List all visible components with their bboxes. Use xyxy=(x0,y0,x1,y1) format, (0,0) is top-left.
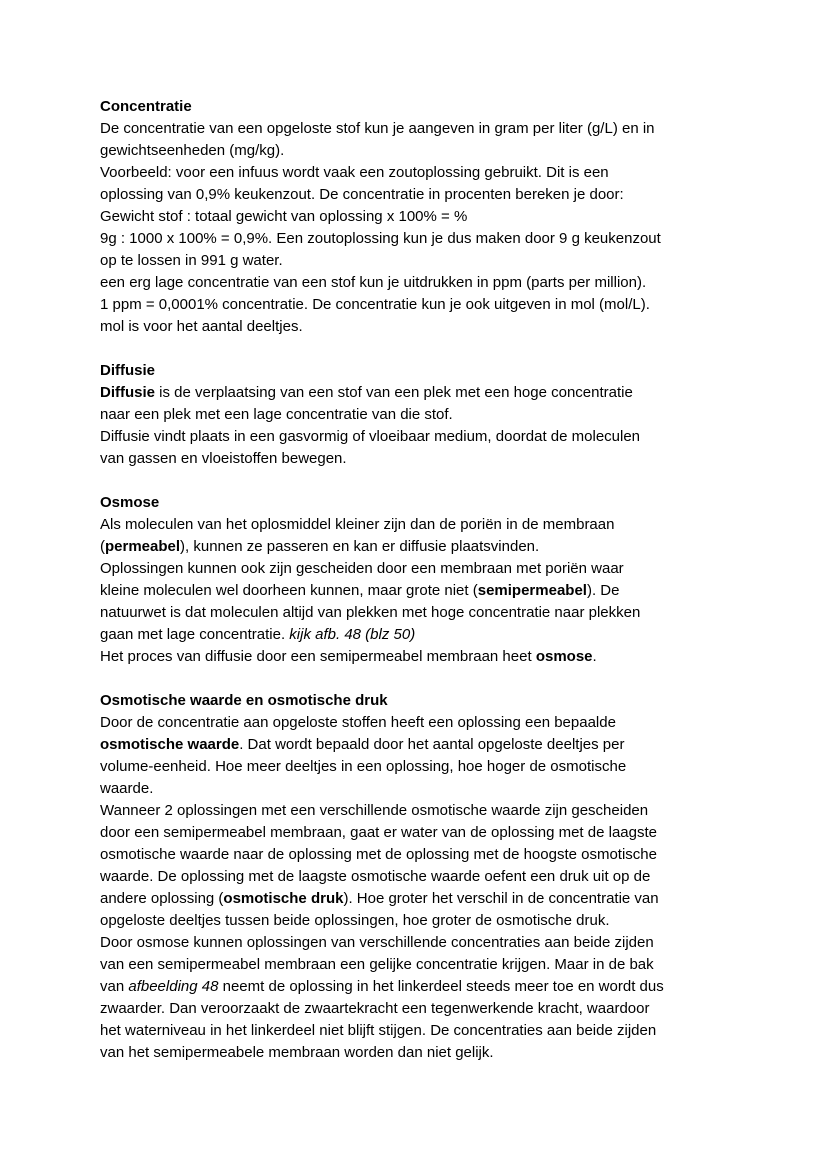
text-run: zwaarder. Dan veroorzaakt de zwaartekracht een tegenwerkende kracht, waardoor xyxy=(100,1000,650,1017)
text-run: andere oplossing ( xyxy=(100,890,224,907)
text-line xyxy=(100,382,740,404)
text-line xyxy=(100,536,740,558)
text-run: volume-eenheid. Hoe meer deeltjes in een oplossing, hoe hoger de osmotische xyxy=(100,758,627,775)
text-line xyxy=(100,888,740,910)
text-run: ( xyxy=(100,538,105,555)
text-run: is de verplaatsing van een stof van een plek met een hoge concentratie xyxy=(155,384,633,401)
text-run: Als moleculen van het oplosmiddel kleiner zijn dan de poriën in de membraan xyxy=(100,516,615,533)
text-line xyxy=(100,800,740,822)
section-heading: Concentratie xyxy=(100,98,192,115)
text-run: gewichtseenheden (mg/kg). xyxy=(100,142,285,159)
text-run: ). Hoe groter het verschil in de concentratie van xyxy=(343,890,659,907)
text-line xyxy=(100,184,740,206)
text-line xyxy=(100,404,740,426)
text-line xyxy=(100,316,740,338)
text-run: . Dat wordt bepaald door het aantal opgeloste deeltjes per xyxy=(239,736,625,753)
text-line xyxy=(100,250,740,272)
bold-text-run: permeabel xyxy=(105,538,181,555)
text-run: waarde. xyxy=(100,780,154,797)
text-line xyxy=(100,448,740,470)
text-line xyxy=(100,558,740,580)
text-line xyxy=(100,272,740,294)
text-line xyxy=(100,1020,740,1042)
text-run: waarde. De oplossing met de laagste osmotische waarde oefent een druk uit op de xyxy=(100,868,651,885)
section-heading: Osmotische waarde en osmotische druk xyxy=(100,692,388,709)
text-run: 9g : 1000 x 100% = 0,9%. Een zoutoplossing kun je dus maken door 9 g keukenzout xyxy=(100,230,661,247)
bold-text-run: osmose xyxy=(535,648,593,665)
italic-text-run: kijk afb. 48 (blz 50) xyxy=(289,626,416,643)
text-run: Door osmose kunnen oplossingen van verschillende concentraties aan beide zijden xyxy=(100,934,654,951)
text-run: osmotische waarde naar de oplossing met de oplossing met de hoogste osmotische xyxy=(100,846,657,863)
text-run: naar een plek met een lage concentratie van die stof. xyxy=(100,406,453,423)
text-run: Voorbeeld: voor een infuus wordt vaak een zoutoplossing gebruikt. Dit is een xyxy=(100,164,609,181)
text-run: 1 ppm = 0,0001% concentratie. De concentratie kun je ook uitgeven in mol (mol/L). xyxy=(100,296,650,313)
text-run: door een semipermeabel membraan, gaat er water van de oplossing met de laagste xyxy=(100,824,657,841)
section-osmotische-waarde-en-osmotische-druk xyxy=(100,690,740,1064)
text-run: gaan met lage concentratie. xyxy=(100,626,290,643)
text-line xyxy=(100,778,740,800)
text-line xyxy=(100,1042,740,1064)
text-run: Wanneer 2 oplossingen met een verschillende osmotische waarde zijn gescheiden xyxy=(100,802,649,819)
text-run: op te lossen in 991 g water. xyxy=(100,252,283,269)
text-line xyxy=(100,118,740,140)
text-run: natuurwet is dat moleculen altijd van plekken met hoge concentratie naar plekken xyxy=(100,604,641,621)
text-run: van het semipermeabele membraan worden dan niet gelijk. xyxy=(100,1044,494,1061)
text-line xyxy=(100,602,740,624)
section-concentratie xyxy=(100,96,740,338)
text-run: Diffusie vindt plaats in een gasvormig of vloeibaar medium, doordat de moleculen xyxy=(100,428,641,445)
text-run: De concentratie van een opgeloste stof kun je aangeven in gram per liter (g/L) en in xyxy=(100,120,655,137)
bold-text-run: semipermeabel xyxy=(477,582,587,599)
text-run: Oplossingen kunnen ook zijn gescheiden door een membraan met poriën waar xyxy=(100,560,624,577)
text-line xyxy=(100,426,740,448)
text-line xyxy=(100,206,740,228)
text-run: van een semipermeabel membraan een gelijke concentratie krijgen. Maar in de bak xyxy=(100,956,654,973)
text-line xyxy=(100,976,740,998)
text-run: ), kunnen ze passeren en kan er diffusie plaatsvinden. xyxy=(180,538,540,555)
document-body xyxy=(100,96,740,1064)
text-line xyxy=(100,162,740,184)
text-run: het waterniveau in het linkerdeel niet blijft stijgen. De concentraties aan beide zijden xyxy=(100,1022,657,1039)
text-line xyxy=(100,140,740,162)
text-run: van gassen en vloeistoffen bewegen. xyxy=(100,450,347,467)
text-run: kleine moleculen wel doorheen kunnen, maar grote niet ( xyxy=(100,582,478,599)
text-line xyxy=(100,844,740,866)
text-line xyxy=(100,712,740,734)
text-line xyxy=(100,822,740,844)
text-run: Het proces van diffusie door een semipermeabel membraan heet xyxy=(100,648,536,665)
section-osmose xyxy=(100,492,740,668)
italic-text-run: afbeelding 48 xyxy=(128,978,219,995)
section-heading: Diffusie xyxy=(100,362,156,379)
text-run: Gewicht stof : totaal gewicht van oplossing x 100% = % xyxy=(100,208,468,225)
bold-text-run: osmotische waarde xyxy=(100,736,240,753)
text-line xyxy=(100,910,740,932)
text-line xyxy=(100,932,740,954)
text-run: opgeloste deeltjes tussen beide oplossingen, hoe groter de osmotische druk. xyxy=(100,912,610,929)
text-line xyxy=(100,954,740,976)
section-diffusie xyxy=(100,360,740,470)
text-run: neemt de oplossing in het linkerdeel steeds meer toe en wordt dus xyxy=(218,978,664,995)
text-line xyxy=(100,294,740,316)
text-run: oplossing van 0,9% keukenzout. De concentratie in procenten bereken je door: xyxy=(100,186,624,203)
text-run: ). De xyxy=(586,582,620,599)
text-line xyxy=(100,998,740,1020)
text-line xyxy=(100,646,740,668)
text-line xyxy=(100,866,740,888)
text-run: mol is voor het aantal deeltjes. xyxy=(100,318,303,335)
text-run: Door de concentratie aan opgeloste stoffen heeft een oplossing een bepaalde xyxy=(100,714,616,731)
text-run: een erg lage concentratie van een stof kun je uitdrukken in ppm (parts per million). xyxy=(100,274,647,291)
section-heading: Osmose xyxy=(100,494,160,511)
text-line xyxy=(100,228,740,250)
text-line xyxy=(100,756,740,778)
text-line xyxy=(100,514,740,536)
bold-text-run: Diffusie xyxy=(100,384,156,401)
text-line xyxy=(100,580,740,602)
text-line xyxy=(100,734,740,756)
bold-text-run: osmotische druk xyxy=(223,890,344,907)
text-run: . xyxy=(592,648,597,665)
text-line xyxy=(100,624,740,646)
text-run: van xyxy=(100,978,129,995)
